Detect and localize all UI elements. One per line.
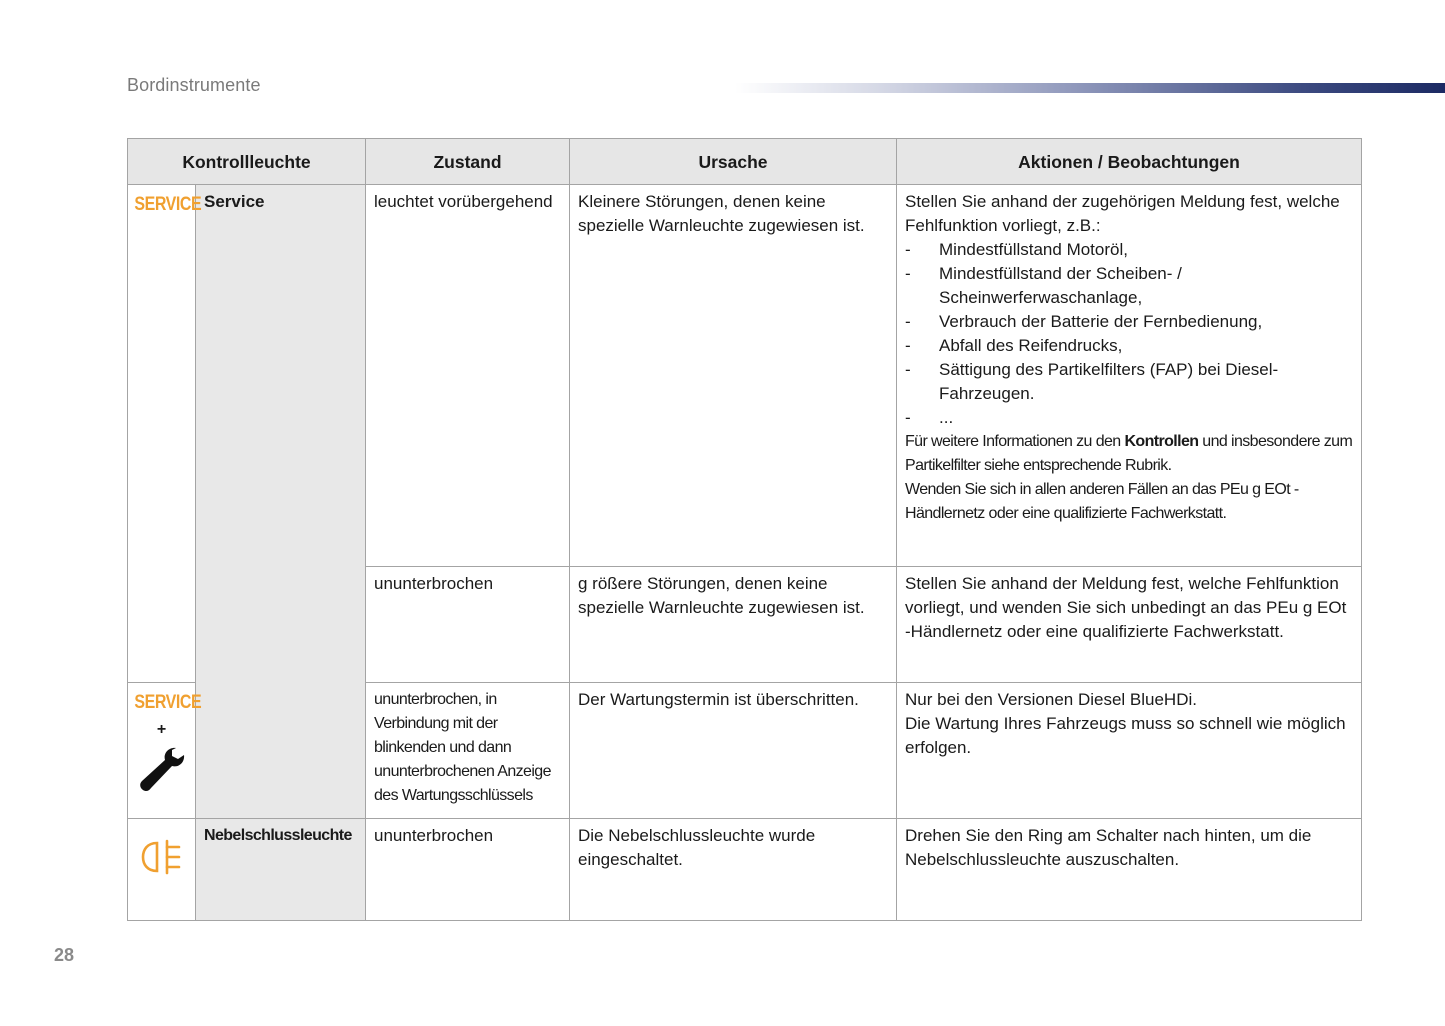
indicator-name: Service (196, 185, 366, 819)
list-item: - Verbrauch der Batterie der Fernbedienung, (905, 310, 1353, 334)
icon-cell (128, 819, 196, 921)
table-row (128, 185, 1362, 567)
header-gradient-bar (735, 83, 1445, 93)
plus-sign: + (156, 721, 167, 738)
dealer-note: Wenden Sie sich in allen anderen Fällen an das PEu g EOt -Händlernetz oder eine qualifizierte Fachwerkstatt. (905, 481, 1299, 522)
list-item: - Mindestfüllstand der Scheiben- / Scheinwerferwaschanlage, (905, 262, 1353, 310)
list-item: - Mindestfüllstand Motoröl, (905, 238, 1353, 262)
indicator-name: Nebelschlussleuchte (196, 819, 366, 921)
table-header-row (128, 139, 1362, 185)
column-header: Zustand (366, 139, 570, 185)
list-item: - Sättigung des Partikelfilters (FAP) bei Diesel-Fahrzeugen. (905, 358, 1353, 406)
warning-lights-table (127, 138, 1362, 921)
action-line: Die Wartung Ihres Fahrzeugs muss so schnell wie möglich erfolgen. (905, 714, 1346, 757)
icon-cell (128, 185, 202, 683)
table-row (128, 819, 1362, 921)
section-title: Bordinstrumente (127, 75, 261, 95)
service-warning-icon: SERVICE (134, 692, 202, 713)
wrench-icon (135, 744, 189, 794)
cause-cell: Kleinere Störungen, denen keine spezielle Warnleuchte zugewiesen ist. (570, 185, 897, 567)
cause-cell: g rößere Störungen, denen keine spezielle Warnleuchte zugewiesen ist. (570, 567, 897, 683)
action-cell (897, 185, 1362, 567)
column-header: Ursache (570, 139, 897, 185)
action-list (905, 238, 1353, 430)
state-cell: leuchtet vorübergehend (366, 185, 570, 567)
action-cell (897, 683, 1362, 819)
icon-cell (128, 683, 202, 819)
cause-cell: Die Nebelschlussleuchte wurde eingeschaltet. (570, 819, 897, 921)
action-cell: Drehen Sie den Ring am Schalter nach hinten, um die Nebelschlussleuchte auszuschalten. (897, 819, 1362, 921)
state-cell: ununterbrochen, in Verbindung mit der blinkenden und dann ununterbrochenen Anzeige des Wartungsschlüssels (366, 683, 570, 819)
column-header: Kontrollleuchte (128, 139, 366, 185)
state-cell: ununterbrochen (366, 567, 570, 683)
list-item: - ... (905, 406, 1353, 430)
list-item: - Abfall des Reifendrucks, (905, 334, 1353, 358)
action-cell: Stellen Sie anhand der Meldung fest, welche Fehlfunktion vorliegt, und wenden Sie sich unbedingt an das PEu g EOt -Händlernetz oder eine qualifizierte Fachwerkstatt. (897, 567, 1362, 683)
rear-fog-light-icon (139, 837, 185, 877)
action-intro: Stellen Sie anhand der zugehörigen Meldung fest, welche Fehlfunktion vorliegt, z.B.: (905, 192, 1340, 235)
note-bold-term: Kontrollen (1124, 433, 1199, 450)
info-note: Für weitere Informationen zu den Kontrollen und insbesondere zum Partikelfilter siehe entsprechende Rubrik. (905, 433, 1353, 474)
column-header: Aktionen / Beobachtungen (897, 139, 1362, 185)
service-warning-icon: SERVICE (134, 194, 202, 215)
cause-cell: Der Wartungstermin ist überschritten. (570, 683, 897, 819)
action-line: Nur bei den Versionen Diesel BlueHDi. (905, 690, 1197, 709)
state-cell: ununterbrochen (366, 819, 570, 921)
page-number: 28 (54, 945, 75, 965)
